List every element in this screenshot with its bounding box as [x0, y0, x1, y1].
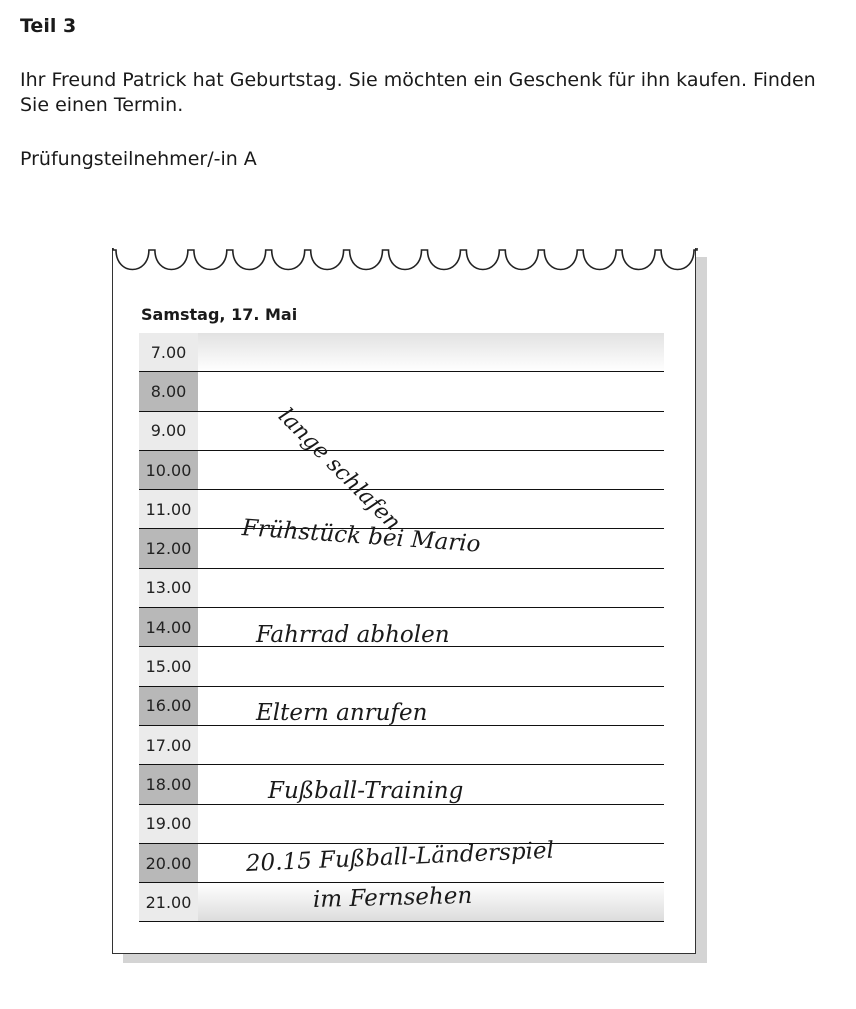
time-slot — [198, 726, 664, 764]
time-row — [139, 647, 664, 686]
time-slot — [198, 451, 664, 489]
time-slot — [198, 569, 664, 607]
time-label: 18.00 — [139, 765, 198, 803]
time-row — [139, 333, 664, 372]
time-label: 7.00 — [139, 333, 198, 371]
time-label: 14.00 — [139, 608, 198, 646]
entry-fahrrad: Fahrrad abholen — [256, 622, 450, 648]
time-slot — [198, 412, 664, 450]
time-slot — [198, 647, 664, 685]
time-row — [139, 726, 664, 765]
time-label: 9.00 — [139, 412, 198, 450]
calendar-date: Samstag, 17. Mai — [141, 305, 298, 324]
section-title: Teil 3 — [20, 15, 77, 37]
time-label: 19.00 — [139, 805, 198, 843]
entry-fernsehen: im Fernsehen — [312, 882, 473, 913]
time-slot — [198, 333, 664, 371]
time-label: 13.00 — [139, 569, 198, 607]
time-label: 15.00 — [139, 647, 198, 685]
entry-eltern: Eltern anrufen — [256, 700, 428, 726]
time-label: 21.00 — [139, 883, 198, 921]
time-row — [139, 569, 664, 608]
time-row — [139, 372, 664, 411]
time-label: 8.00 — [139, 372, 198, 410]
participant-role: Prüfungsteilnehmer/-in A — [20, 148, 257, 170]
time-label: 16.00 — [139, 687, 198, 725]
time-label: 12.00 — [139, 529, 198, 567]
time-label: 17.00 — [139, 726, 198, 764]
time-label: 10.00 — [139, 451, 198, 489]
time-label: 11.00 — [139, 490, 198, 528]
entry-fruehstueck: Frühstück bei Mario — [241, 515, 482, 558]
entry-lange-schlafen: lange schlafen — [273, 403, 406, 536]
time-row — [139, 412, 664, 451]
time-label: 20.00 — [139, 844, 198, 882]
spiral-binding — [112, 238, 698, 278]
time-row — [139, 451, 664, 490]
entry-training: Fußball-Training — [268, 778, 464, 804]
time-slot — [198, 372, 664, 410]
time-slot — [198, 805, 664, 843]
entry-laenderspiel: 20.15 Fußball-Länderspiel — [245, 837, 555, 877]
task-instruction: Ihr Freund Patrick hat Geburtstag. Sie möchten ein Geschenk für ihn kaufen. Finden Sie einen Termin. — [20, 69, 816, 116]
time-row — [139, 490, 664, 529]
time-row — [139, 805, 664, 844]
